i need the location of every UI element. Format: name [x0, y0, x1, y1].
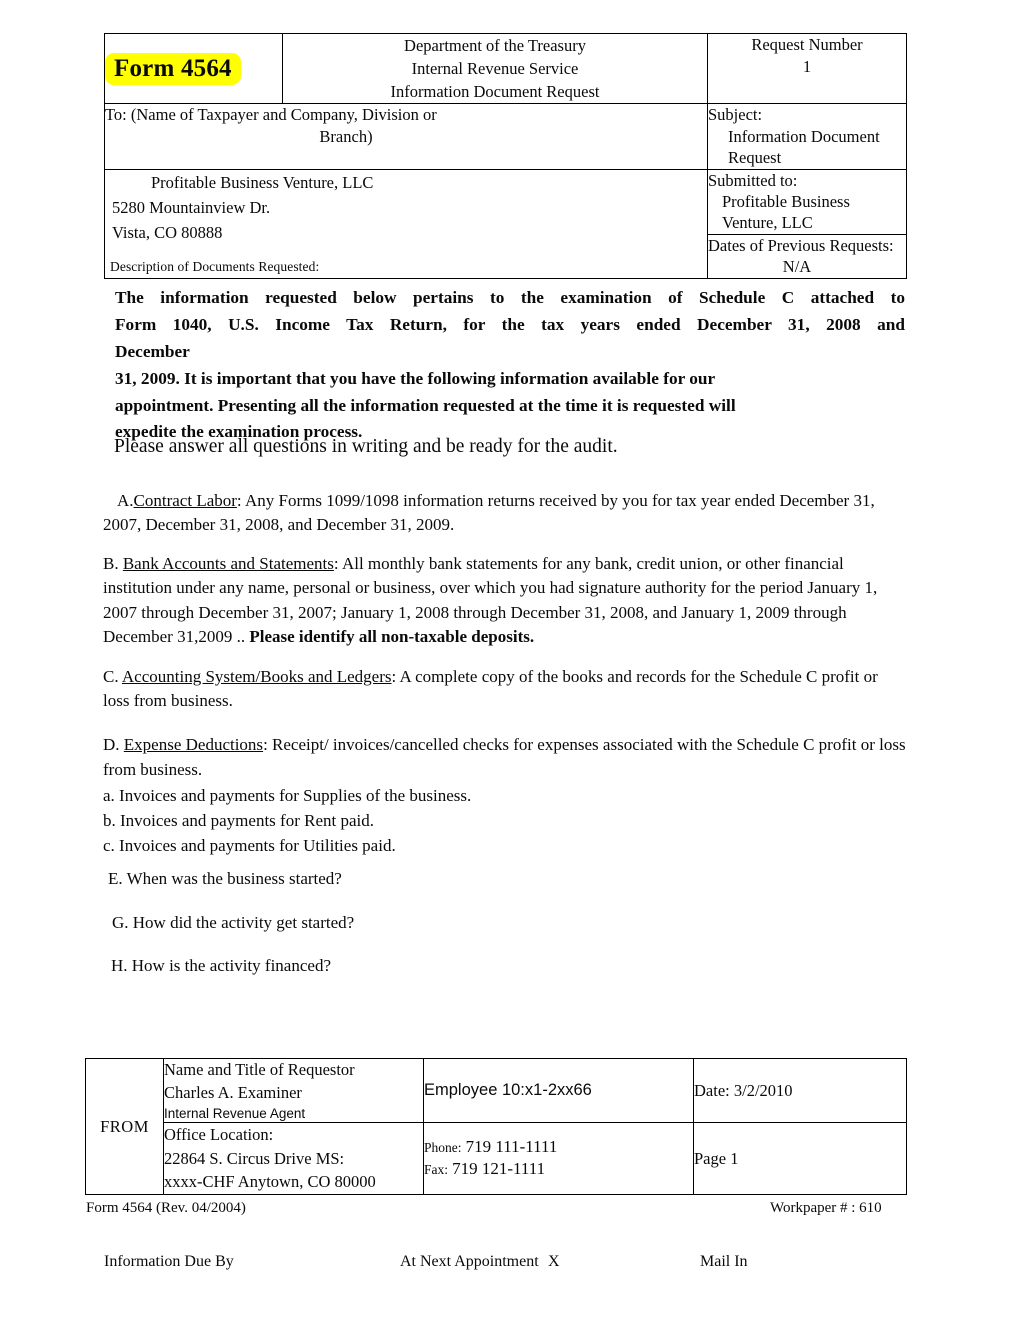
item-d-subitems [103, 760, 908, 858]
header-row-title [105, 34, 907, 104]
item-a-title: Contract Labor [133, 491, 237, 510]
taxpayer-label-cell [105, 104, 708, 169]
request-number-label: Request Number [751, 35, 863, 54]
from-block-table [85, 1058, 907, 1195]
submitted-to-cell [708, 169, 907, 234]
mail-in-label: Mail In [700, 1253, 748, 1270]
office-address-line-1: 22864 S. Circus Drive MS: [164, 1148, 345, 1168]
item-d-subitem-c: c. Invoices and payments for Utilities paid. [103, 835, 396, 855]
office-address-line-2: xxxx-CHF Anytown, CO 80000 [164, 1172, 376, 1192]
from-label-cell: FROM [86, 1059, 164, 1195]
submitted-to-value: Profitable Business Venture, LLC [722, 192, 850, 233]
agency-cell [283, 34, 708, 104]
information-due-by-label: Information Due By [104, 1253, 234, 1270]
request-number-cell [708, 34, 907, 104]
workpaper-number-footer: Workpaper # : 610 [770, 1200, 882, 1216]
item-c-text: : A complete copy of the books and records for the Schedule C profit or loss from business. [103, 667, 878, 711]
contact-cell [424, 1123, 694, 1195]
item-d-subitem-b: b. Invoices and payments for Rent paid. [103, 810, 374, 830]
request-item-c [103, 665, 908, 714]
next-appointment-checkmark: X [548, 1253, 560, 1270]
requestor-cell [164, 1059, 424, 1123]
request-item-a [103, 489, 908, 538]
item-d-title: Expense Deductions [123, 735, 264, 754]
intro-line-2: Form 1040, U.S. Income Tax Return, for the tax years ended December 31, 2008 and [115, 314, 905, 334]
to-label-line-2: Branch) [319, 126, 373, 146]
taxpayer-address-line-2: Vista, CO 80888 [112, 222, 223, 242]
header-row-address-submitted [105, 169, 907, 234]
previous-requests-label: Dates of Previous Requests: [708, 235, 894, 255]
agency-line-1: Department of the Treasury [404, 36, 586, 55]
item-d-text: : Receipt/ invoices/cancelled checks for expenses associated with the Schedule C profit or loss from business. [103, 735, 906, 780]
item-a-text: : Any Forms 1099/1098 information returns received by you for tax year ended December 31, 2007, December 31, 2008, and December 31, 2009. [103, 491, 875, 535]
intro-line-3: December [115, 341, 190, 361]
question-g: G. How did the activity get started? [112, 913, 355, 932]
request-item-d [103, 733, 908, 858]
header-row-to-subject [105, 104, 907, 169]
question-e: E. When was the business started? [108, 869, 342, 888]
please-answer-line: Please answer all questions in writing and be ready for the audit. [114, 436, 618, 457]
form-number-highlight: Form 4564 [105, 53, 241, 85]
request-number-value: 1 [802, 57, 812, 77]
description-of-documents-label: Description of Documents Requested: [110, 259, 320, 274]
fax-line [424, 1158, 693, 1181]
item-b-title: Bank Accounts and Statements [122, 554, 334, 573]
date-cell: Date: 3/2/2010 [694, 1059, 907, 1123]
intro-line-4: 31, 2009. It is important that you have the following information available for our [115, 368, 716, 388]
question-h: H. How is the activity financed? [111, 956, 331, 975]
fax-label: Fax: [424, 1162, 449, 1178]
from-row-requestor [86, 1059, 907, 1123]
to-label-line-1: To: (Name of Taxpayer and Company, Division or [105, 105, 437, 125]
item-d-letter: D. [103, 735, 120, 754]
subject-cell [708, 104, 907, 169]
intro-line-6: expedite the examination process. [115, 422, 363, 442]
subject-label: Subject: [708, 105, 763, 125]
intro-paragraph [115, 285, 905, 446]
from-row-office [86, 1123, 907, 1195]
requestor-label: Name and Title of Requestor [164, 1060, 355, 1079]
item-c-letter: C. [103, 667, 119, 686]
submitted-to-label: Submitted to: [708, 170, 798, 190]
form-number-cell [105, 34, 283, 104]
phone-line [424, 1136, 693, 1159]
intro-line-5: appointment. Presenting all the information requested at the time it is requested will [115, 395, 736, 415]
item-b-letter: B. [103, 554, 119, 573]
page-number-cell: Page 1 [694, 1123, 907, 1195]
information-due-row [0, 1252, 1024, 1274]
item-c-title: Accounting System/Books and Ledgers [121, 667, 392, 686]
phone-number: 719 111-1111 [465, 1136, 558, 1156]
item-a-letter: A. [117, 491, 134, 510]
agency-line-3: Information Document Request [390, 82, 600, 102]
office-location-label: Office Location: [164, 1125, 274, 1145]
employee-id-cell: Employee 10:x1-2xx66 [424, 1059, 694, 1123]
fax-number: 719 121-1111 [452, 1159, 546, 1179]
form-header-table [104, 33, 907, 279]
request-item-b [103, 552, 908, 649]
intro-line-1: The information requested below pertains to the examination of Schedule C attached to [115, 288, 905, 307]
office-location-cell [164, 1123, 424, 1195]
item-d-subitem-a: a. Invoices and payments for Supplies of the business. [103, 785, 472, 805]
phone-label: Phone: [424, 1139, 462, 1155]
item-b-text: : All monthly bank statements for any bank, credit union, or other financial institution under any name, personal or business, over which you had signature authority for the period January 1, 2007 through December 31, 2007; January 1, 2008 through December 31, 2008, and January 1, 2009 through December 31,2009 .. [103, 554, 878, 646]
previous-requests-cell [708, 234, 907, 278]
subject-value: Information Document Request [728, 126, 880, 168]
form-revision-footer: Form 4564 (Rev. 04/2004) [86, 1200, 246, 1216]
at-next-appointment-label: At Next Appointment [400, 1253, 539, 1270]
previous-requests-value: N/A [782, 257, 812, 277]
requestor-name: Charles A. Examiner [164, 1082, 302, 1102]
taxpayer-address-line-1: 5280 Mountainview Dr. [112, 197, 271, 217]
item-b-bold-tail: Please identify all non-taxable deposits. [249, 626, 535, 646]
taxpayer-name: Profitable Business Venture, LLC [151, 172, 374, 192]
requestor-title: Internal Revenue Agent [164, 1105, 306, 1121]
agency-line-2: Internal Revenue Service [411, 59, 579, 79]
